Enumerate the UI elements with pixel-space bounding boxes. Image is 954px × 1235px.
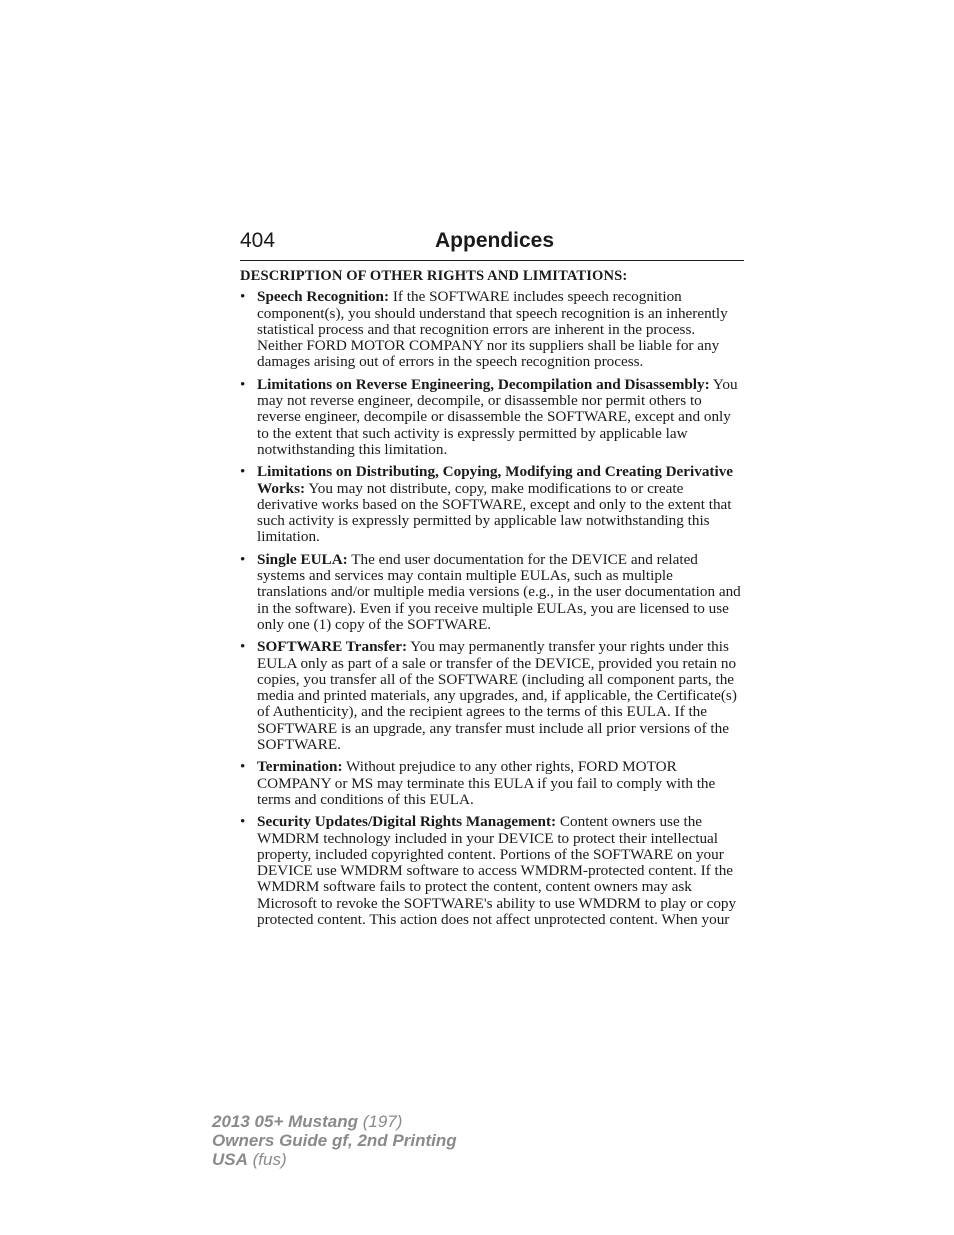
list-item bbox=[240, 759, 744, 808]
item-text: Content owners use the WMDRM technology included in your DEVICE to protect their intellectual property, included copyrighted content. Portions of the SOFTWARE on your DEVICE use WMDRM software to access WMDRM-protected content. If the WMDRM software fails to protect the content, content owners may ask Microsoft to revoke the SOFTWARE's ability to use WMDRM to play or copy protected content. This action does not affect unprotected content. When your bbox=[257, 813, 737, 928]
bullet-icon: • bbox=[240, 375, 246, 393]
section-title: Appendices bbox=[435, 229, 555, 252]
rights-list bbox=[240, 289, 744, 928]
bullet-icon: • bbox=[240, 463, 246, 481]
footer-model: 2013 05+ Mustang bbox=[212, 1112, 358, 1131]
list-item bbox=[240, 814, 744, 928]
print-footer bbox=[212, 1112, 457, 1169]
item-text: If the SOFTWARE includes speech recognition component(s), you should understand that speech recognition is an inherently statistical process and that recognition errors are inherent in the process. Neither FORD MOTOR COMPANY nor its suppliers shall be liable for any damages arising out of errors in the speech recognition process. bbox=[257, 288, 728, 371]
item-text: You may not reverse engineer, decompile, or disassemble nor permit others to reverse engineer, decompile or disassemble the SOFTWARE, except and only to the extent that such activity is expressly permitted by applicable law notwithstanding this limitation. bbox=[257, 375, 738, 458]
bullet-icon: • bbox=[240, 758, 246, 776]
item-term: Termination: bbox=[257, 758, 343, 776]
footer-model-code: (197) bbox=[358, 1112, 403, 1131]
list-item bbox=[240, 639, 744, 753]
page-body bbox=[240, 268, 744, 934]
bullet-icon: • bbox=[240, 550, 246, 568]
item-text: The end user documentation for the DEVICE and related systems and services may contain multiple EULAs, such as multiple translations and/or multiple media versions (e.g., in the user documentation and in the software). Even if you receive multiple EULAs, you are licensed to use only one (1) copy of the SOFTWARE. bbox=[257, 550, 741, 633]
item-text: Without prejudice to any other rights, FORD MOTOR COMPANY or MS may terminate this EULA if you fail to comply with the terms and conditions of this EULA. bbox=[257, 758, 716, 808]
footer-region: USA bbox=[212, 1150, 248, 1169]
bullet-icon: • bbox=[240, 638, 246, 656]
item-term: Speech Recognition: bbox=[257, 288, 390, 306]
list-item bbox=[240, 289, 744, 370]
item-term: SOFTWARE Transfer: bbox=[257, 638, 408, 656]
footer-line-region bbox=[212, 1150, 457, 1169]
item-text: You may not distribute, copy, make modifications to or create derivative works based on the SOFTWARE, except and only to the extent that such activity is expressly permitted by applicable law notwithstanding this limitation. bbox=[257, 479, 732, 546]
item-term: Limitations on Distributing, Copying, Modifying and Creating Derivative Works: bbox=[257, 463, 734, 497]
item-term: Single EULA: bbox=[257, 550, 348, 568]
item-term: Security Updates/Digital Rights Management: bbox=[257, 813, 557, 831]
footer-line-model bbox=[212, 1112, 457, 1131]
footer-region-code: (fus) bbox=[247, 1150, 287, 1169]
list-item bbox=[240, 377, 744, 458]
item-term: Limitations on Reverse Engineering, Decompilation and Disassembly: bbox=[257, 375, 710, 393]
rights-heading: DESCRIPTION OF OTHER RIGHTS AND LIMITATIONS: bbox=[240, 268, 628, 284]
list-item bbox=[240, 464, 744, 545]
footer-guide: Owners Guide gf, 2nd Printing bbox=[212, 1131, 457, 1150]
item-text: You may permanently transfer your rights under this EULA only as part of a sale or transfer of the DEVICE, provided you retain no copies, you transfer all of the SOFTWARE (including all component parts, the media and printed materials, any upgrades, and, if applicable, the Certificate(s) of Authenticity), and the recipient agrees to the terms of this EULA. If the SOFTWARE is an upgrade, any transfer must include all prior versions of the SOFTWARE. bbox=[257, 638, 737, 754]
bullet-icon: • bbox=[240, 813, 246, 831]
page-number: 404 bbox=[240, 229, 276, 252]
list-item bbox=[240, 552, 744, 633]
bullet-icon: • bbox=[240, 288, 246, 306]
footer-line-guide bbox=[212, 1131, 457, 1150]
page-header bbox=[240, 229, 744, 261]
